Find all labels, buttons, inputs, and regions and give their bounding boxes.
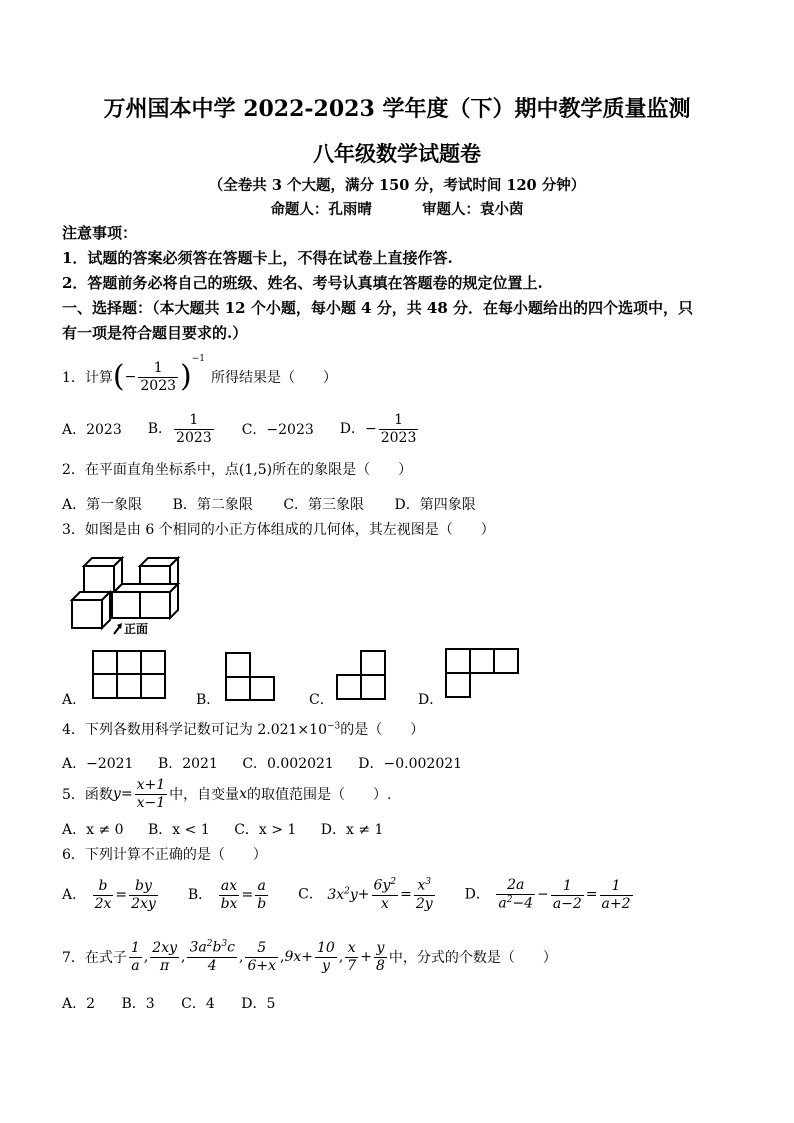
question-2-options [62,494,502,514]
fraction: $\frac{x+1}{x-1}$ [136,776,166,811]
notes-heading: 注意事项： [62,224,138,242]
setter: 命题人：孔雨晴 [270,201,372,218]
exam-title: 万州国本中学 2022-2023 学年度（下）期中教学质量监测 [103,96,691,122]
option-b: B．3 [121,996,155,1012]
section-heading-cont: 有一项是符合题目要求的.） [62,324,248,342]
option-c-view [336,650,388,702]
section-heading: 一、选择题：（本大题共 12 个小题，每小题 4 分，共 48 分．在每小题给出的四个选项中，只 [62,299,694,317]
question-1: 1．计算 ( − $\frac{1}{2023}$ ) $^{-1}$ 所得结果是（ ） [62,354,338,394]
question-7-options [62,993,297,1013]
question-5: 5．函数 y = $\frac{x+1}{x-1}$ 中，自变量 x 的取值范围是（ ）. [62,776,392,811]
option-d: D．5 [241,996,276,1012]
option-c: C．−2023 [241,422,314,438]
option-d-label: D． [418,692,444,708]
option-a: A．x ≠ 0 [62,822,124,838]
option-b: B． $\frac{ax}{bx}$ = $\frac{a}{b}$ [187,877,267,912]
option-d: D． $\frac{2a}{a^2-4}$ − $\frac{1}{a-2}$ = $\frac{1}{a+2}$ [464,877,631,912]
question-6: 6．下列计算不正确的是（ ） [62,847,267,863]
question-1-options [62,408,446,450]
option-a: A．第一象限 [62,497,143,513]
exam-subtitle: 八年级数学试题卷 [313,141,481,166]
option-b: B． $\frac{1}{2023}$ [147,411,212,446]
exam-info: （全卷共 3 个大题，满分 150 分，考试时间 120 分钟） [208,177,586,194]
option-c: C．x > 1 [234,822,297,838]
front-label: 正面 [124,622,149,636]
option-b: B．x < 1 [148,822,210,838]
fraction: $\frac{1}{2023}$ [140,359,177,394]
option-c: C．第三象限 [283,497,365,513]
option-d: D．− $\frac{1}{2023}$ [339,411,417,446]
option-a-label: A． [62,692,87,708]
option-b: B．第二象限 [172,497,253,513]
option-d: D．x ≠ 1 [320,822,384,838]
option-d: D．−0.002021 [358,756,463,772]
author-line [0,198,794,219]
option-b-view [225,652,277,702]
option-c-label: C． [309,692,334,708]
question-7: 7．在式子 $\frac{1}{a}$ , $\frac{2xy}{\pi}$ , $\frac{3a^2b^3c}{4}$ , $\frac{5}{6+x}$ , 9x + $\frac{10}{y}$ , $\frac{x}{7}$ + $\frac{y}{8}$ 中，分式的个数是（ ） [62,939,557,974]
reviewer: 审题人：袁小茵 [422,201,524,218]
option-d: D．第四象限 [394,497,476,513]
question-4: 4．下列各数用科学记数可记为 $2.021\times 10^{-3}$的是（ ） [62,721,425,738]
option-b: B．2021 [157,756,218,772]
question-3: 3．如图是由 6 个相同的小正方体组成的几何体，其左视图是（ ） [62,522,495,538]
question-5-options [62,819,403,839]
option-b-label: B． [196,692,221,708]
note-item: 1．试题的答案必须答在答题卡上，不得在试卷上直接作答. [62,249,453,267]
option-a: A．−2021 [62,756,134,772]
question-4-options [62,753,482,773]
question-2: 2．在平面直角坐标系中，点(1,5)所在的象限是（ ） [62,462,413,478]
option-a-view [92,650,167,700]
option-c: C．4 [181,996,215,1012]
option-d-view [445,648,520,700]
question-6-options [62,872,635,918]
note-item: 2．答题前务必将自己的班级、姓名、考号认真填在答题卷的规定位置上. [62,274,543,292]
option-a: A．2023 [62,422,122,438]
option-c: C．0.002021 [242,756,334,772]
option-c: C． $3x^2y+$ $\frac{6y^2}{x}$ = $\frac{x^3}{2y}$ [298,877,433,912]
option-a: A． $\frac{b}{2x}$ = $\frac{by}{2xy}$ [62,877,156,912]
option-a: A．2 [62,996,96,1012]
